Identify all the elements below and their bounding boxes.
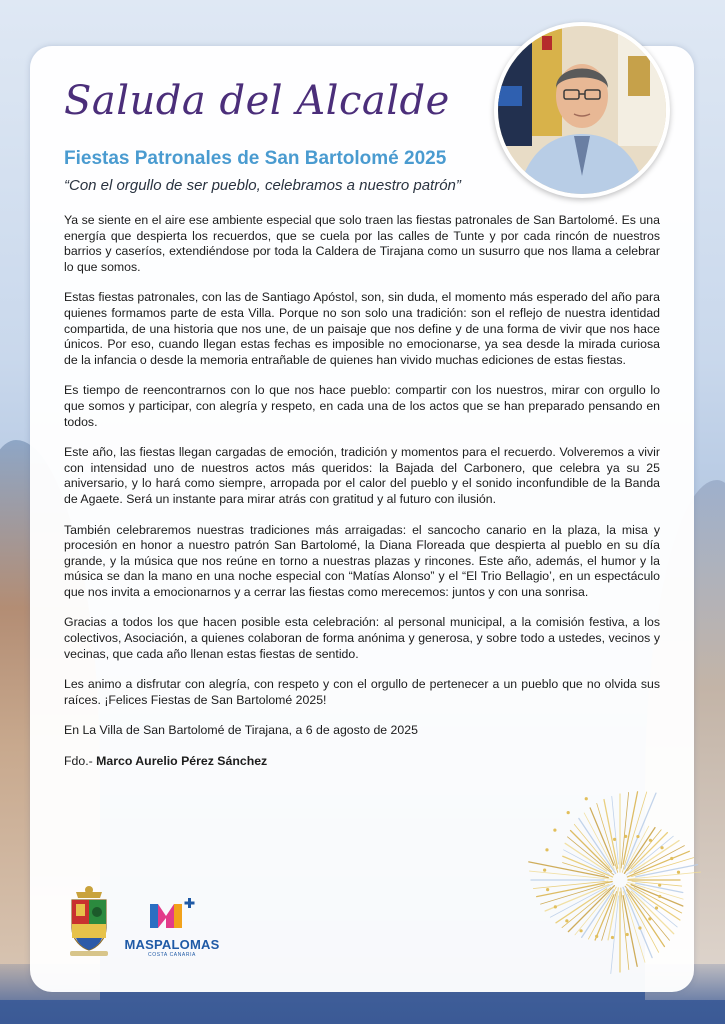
page-tagline: “Con el orgullo de ser pueblo, celebramos a nuestro patrón” xyxy=(64,177,461,194)
page-subtitle: Fiestas Patronales de San Bartolomé 2025 xyxy=(64,148,447,169)
firework-spark xyxy=(648,917,651,920)
paragraph-5: También celebraremos nuestras tradiciones más arraigadas: el sancocho canario en la plaza, la misa y procesión en honor a nuestro patrón San Bartolomé, la Diana Floreada que despierta al pueblo en su día grande, y la música que nos reúne en torno a nuestras plazas y rincones. Este año, además, el humor y la música se dan la mano en una noche especial con “Matías Alonso” y el “El Trio Bellagio’, en un espectáculo que nos invita a emocionarnos y a cerrar las fiestas como merecemos: juntos y con una sonrisa. xyxy=(64,522,660,599)
firework-ray xyxy=(628,826,649,866)
firework-spark xyxy=(585,797,588,800)
firework-spark xyxy=(677,871,680,874)
firework-spark xyxy=(638,926,641,929)
paragraph-1: Ya se siente en el aire ese ambiente especial que solo traen las fiestas patronales de San Bartolomé. Es una energía que despierta los recuerdos, que se cuela por las calles de Tunte y por cada rincón de nuestros barrios y caseríos, extendiéndose por toda la Caldera de Tirajana como un susurro que nos llama a celebrar lo que somos. xyxy=(64,213,660,274)
place-date: En La Villa de San Bartolomé de Tirajana, a 6 de agosto de 2025 xyxy=(64,723,418,738)
firework-spark xyxy=(658,895,661,898)
firework-spark xyxy=(595,935,598,938)
firework-spark xyxy=(554,905,557,908)
firework-spark xyxy=(624,835,627,838)
maspalomas-subtitle: COSTA CANARIA xyxy=(148,952,196,958)
firework-spark xyxy=(649,839,652,842)
paragraph-4: Este año, las fiestas llegan cargadas de emoción, tradición y momentos para el recuerdo. Volveremos a vivir con intensidad uno de nuestros actos más queridos: la Bajada del Carbonero, que celebra ya su 25 aniversario, y lo hará como siempre, arropada por el calor del pueblo y el sonido inconfundible de la Banda de Agaete. Será un instante para mirar atrás con gratitud y al futuro con ilusión. xyxy=(64,445,660,506)
paragraph-2: Estas fiestas patronales, con las de Santiago Apóstol, son, sin duda, el momento más esperado del año para quienes formamos parte de esta Villa. Porque no son solo una tradición: son el reflejo de nuestra identidad compartida, de una historia que nos une, de un paisaje que nos define y de una forma de vivir que nos hace únicos. Por eso, cuando llegan estas fechas es imposible no emocionarse, ya sea desde la mirada curiosa de la infancia o desde la memoria entrañable de quienes han vivido muchas ediciones de estas fiestas. xyxy=(64,290,660,367)
fireworks-icon xyxy=(520,780,720,980)
paragraph-6: Gracias a todos los que hacen posible esta celebración: al personal municipal, a la comisión festiva, a los colectivos, Asociación, a quienes colaboran de forma anónima y generosa, y sobre todo a ustedes, vecinos y vecinas, que cada año llenan estas fiestas de sentido. xyxy=(64,615,660,661)
firework-spark xyxy=(546,888,549,891)
firework-ray xyxy=(590,808,614,865)
signature-name: Marco Aurelio Pérez Sánchez xyxy=(96,754,268,769)
firework-spark xyxy=(553,829,556,832)
paragraph-3: Es tiempo de reencontrarnos con lo que nos hace pueblo: compartir con los nuestros, mirar con orgullo lo que somos y participar, con alegría y respeto, en cada una de los actos que se han preparado pensando en todos. xyxy=(64,383,660,429)
firework-spark xyxy=(545,848,548,851)
firework-ray xyxy=(584,813,614,869)
firework-spark xyxy=(565,919,568,922)
firework-ray xyxy=(529,871,612,879)
paragraph-7: Les animo a disfrutar con alegría, con respeto y con el orgullo de pertenecer a un pueblo que no olvida sus raíces. ¡Felices Fiestas de San Bartolomé 2025! xyxy=(64,677,660,707)
firework-spark xyxy=(655,906,658,909)
firework-spark xyxy=(567,811,570,814)
firework-spark xyxy=(670,857,673,860)
signature xyxy=(64,754,660,770)
firework-spark xyxy=(613,838,616,841)
page-title: Saluda del Alcalde xyxy=(64,78,450,124)
letter-body xyxy=(64,213,660,785)
coat-of-arms-icon xyxy=(66,884,112,960)
maspalomas-mark-icon xyxy=(144,896,200,930)
maspalomas-logo xyxy=(122,896,222,960)
maspalomas-name: MASPALOMAS xyxy=(124,937,220,952)
firework-spark xyxy=(543,869,546,872)
firework-spark xyxy=(636,835,639,838)
firework-spark xyxy=(626,933,629,936)
firework-spark xyxy=(579,929,582,932)
mayor-portrait-icon xyxy=(494,22,670,198)
firework-spark xyxy=(660,846,663,849)
firework-spark xyxy=(658,884,661,887)
firework-ray xyxy=(565,843,607,871)
firework-ray xyxy=(621,888,629,970)
firework-spark xyxy=(611,936,614,939)
signature-prefix: Fdo.- xyxy=(64,754,97,769)
